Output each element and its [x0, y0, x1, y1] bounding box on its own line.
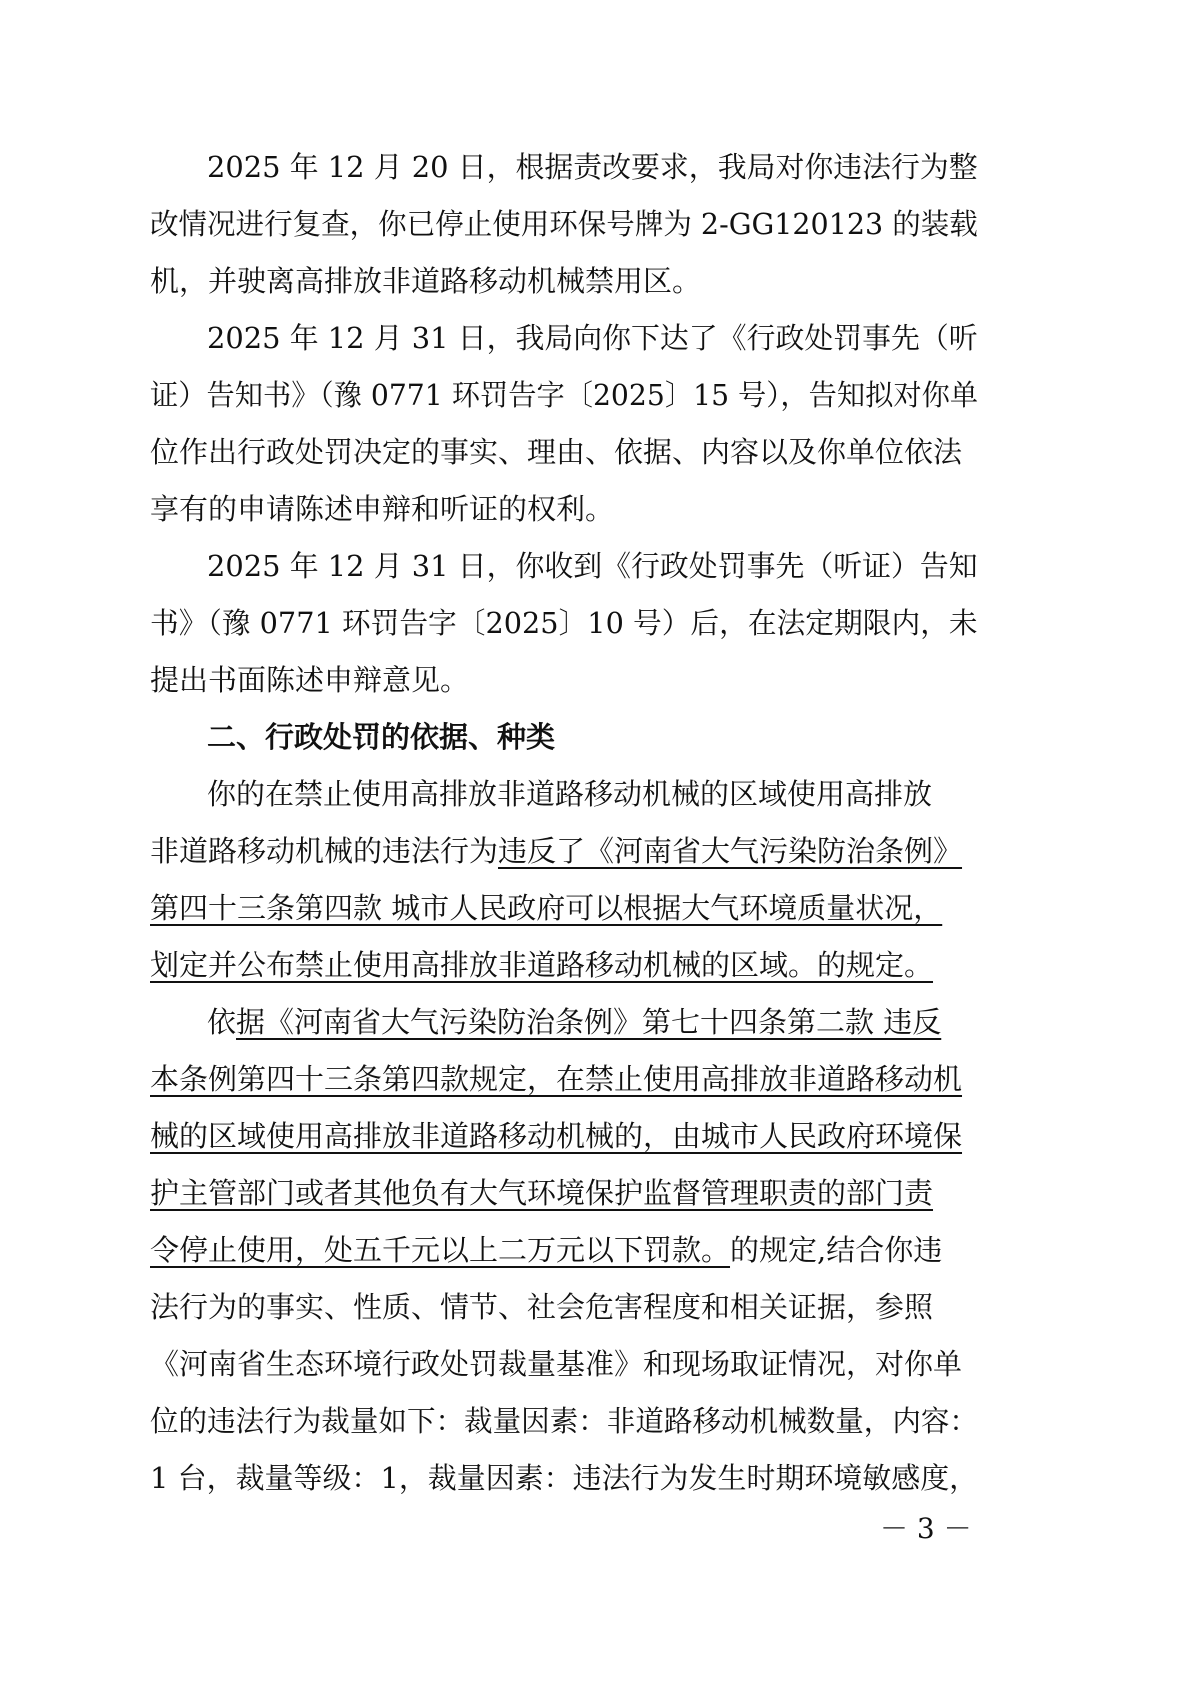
paragraph-4-line-3: 第四十三条第四款 城市人民政府可以根据大气环境质量状况，: [150, 891, 943, 925]
paragraph-5-line-9: 1 台，裁量等级：1，裁量因素：违法行为发生时期环境敏感度，: [150, 1461, 979, 1495]
paragraph-5-line-3: 械的区域使用高排放非道路移动机械的，由城市人民政府环境保: [150, 1119, 963, 1153]
paragraph-2-line-4: 享有的申请陈述申辩和听证的权利。: [150, 492, 615, 526]
paragraph-1-line-1: 2025 年 12 月 20 日，根据责改要求，我局对你违法行为整: [207, 150, 978, 184]
paragraph-2-line-2: 证）告知书》（豫 0771 环罚告字〔2025〕15 号），告知拟对你单: [150, 378, 979, 412]
paragraph-5-line-7: 《河南省生态环境行政处罚裁量基准》和现场取证情况，对你单: [150, 1347, 963, 1381]
paragraph-3-line-1: 2025 年 12 月 31 日，你收到《行政处罚事先（听证）告知: [207, 549, 978, 583]
paragraph-5-line-4: 护主管部门或者其他负有大气环境保护监督管理职责的部门责: [150, 1176, 934, 1210]
paragraph-4-line-4: 划定并公布禁止使用高排放非道路移动机械的区域。的规定。: [150, 948, 934, 982]
paragraph-4-line-2: [150, 832, 962, 870]
paragraph-3-line-2: 书》（豫 0771 环罚告字〔2025〕10 号）后，在法定期限内，未: [150, 606, 978, 640]
page-number: － 3 －: [880, 1512, 972, 1545]
paragraph-5-line-1-underlined: 据《河南省大气污染防治条例》第七十四条第二款 违反: [236, 1005, 942, 1039]
paragraph-5-line-5-underlined: 令停止使用，处五千元以上二万元以下罚款。: [150, 1233, 731, 1267]
paragraph-1-line-3: 机，并驶离高排放非道路移动机械禁用区。: [150, 264, 702, 298]
paragraph-3-line-3: 提出书面陈述申辩意见。: [150, 663, 470, 697]
paragraph-5-line-6: 法行为的事实、性质、情节、社会危害程度和相关证据，参照: [150, 1290, 934, 1324]
paragraph-5-line-2: 本条例第四十三条第四款规定，在禁止使用高排放非道路移动机: [150, 1062, 963, 1096]
paragraph-4-line-2-plain: 非道路移动机械的违法行为: [150, 834, 499, 868]
section-heading: 二、行政处罚的依据、种类: [207, 720, 556, 754]
paragraph-2-line-3: 位作出行政处罚决定的事实、理由、依据、内容以及你单位依法: [150, 435, 963, 469]
paragraph-5-line-1-plain: 依: [207, 1005, 237, 1039]
paragraph-5-line-8: 位的违法行为裁量如下：裁量因素：非道路移动机械数量，内容：: [150, 1404, 978, 1438]
paragraph-4-line-2-underlined: 违反了《河南省大气污染防治条例》: [498, 834, 963, 868]
paragraph-5-line-5: [150, 1231, 942, 1269]
paragraph-1-line-2: 改情况进行复查，你已停止使用环保号牌为 2-GG120123 的装载: [150, 207, 978, 241]
paragraph-4-line-1: 你的在禁止使用高排放非道路移动机械的区域使用高排放: [207, 777, 933, 811]
paragraph-5-line-1: [207, 1003, 941, 1041]
paragraph-5-line-5-plain: 的规定,结合你违: [730, 1233, 943, 1267]
paragraph-2-line-1: 2025 年 12 月 31 日，我局向你下达了《行政处罚事先（听: [207, 321, 978, 355]
